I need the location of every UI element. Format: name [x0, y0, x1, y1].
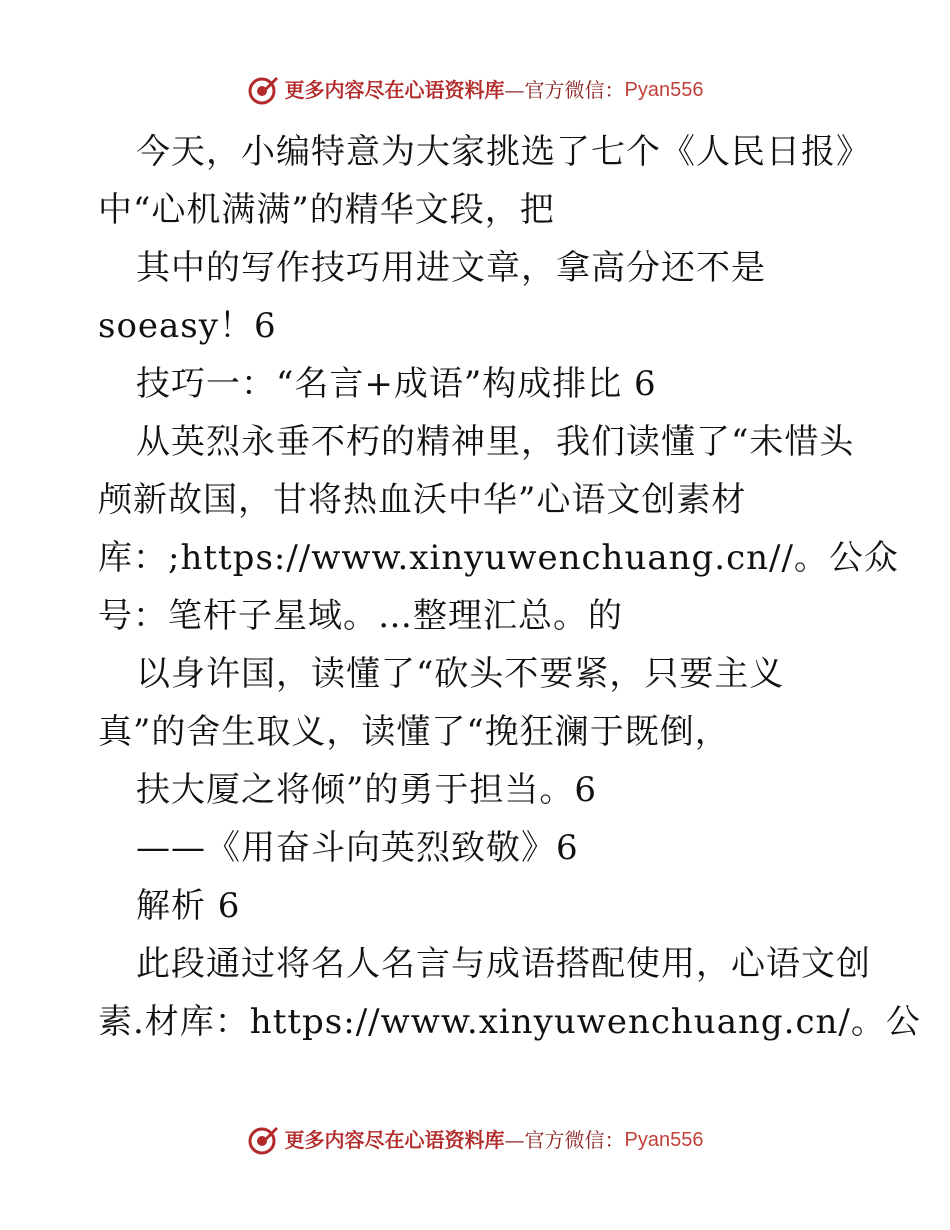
body-line: 扶大厦之将倾”的勇于担当。6 — [136, 770, 598, 810]
footer-brand-text: 更多内容尽在心语资料库 — [284, 1128, 505, 1152]
body-line: 今天，小编特意为大家挑选了七个《人民日报》 — [136, 132, 871, 172]
body-line: 真”的舍生取义，读懂了“挽狂澜于既倒， — [98, 712, 730, 752]
footer-banner — [0, 1124, 950, 1156]
section-heading: 技巧一：“名言+成语”构成排比 6 — [136, 364, 657, 404]
body-line: 此段通过将名人名言与成语搭配使用，心语文创 — [136, 944, 871, 984]
source-citation: ——《用奋斗向英烈致敬》6 — [136, 828, 579, 868]
body-line: 库：;https://www.xinyuwenchuang.cn//。公众 — [98, 538, 899, 578]
analysis-heading: 解析 6 — [136, 886, 241, 926]
body-line: 其中的写作技巧用进文章，拿高分还不是 — [136, 248, 766, 288]
body-line: 颅新故国，甘将热血沃中华”心语文创素材 — [98, 480, 747, 520]
quill-logo-icon — [247, 74, 279, 106]
body-line: 中“心机满满”的精华文段，把 — [98, 190, 555, 230]
quill-logo-icon — [247, 1124, 279, 1156]
document-body — [98, 123, 921, 1051]
body-line: 素.材库：https://www.xinyuwenchuang.cn/。公 — [98, 1002, 921, 1042]
footer-official-label: 官方微信： — [524, 1128, 625, 1152]
header-wechat-handle: Pyan556 — [624, 79, 704, 101]
footer-separator: — — [504, 1128, 525, 1152]
body-line: 从英烈永垂不朽的精神里，我们读懂了“未惜头 — [136, 422, 855, 462]
header-brand-text: 更多内容尽在心语资料库 — [284, 78, 505, 102]
body-line: 以身许国，读懂了“砍头不要紧，只要主义 — [136, 654, 785, 694]
body-line: soeasy！6 — [98, 306, 277, 346]
body-line: 号：笔杆子星域。…整理汇总。的 — [98, 596, 623, 636]
footer-wechat-handle: Pyan556 — [624, 1129, 704, 1151]
header-banner — [0, 74, 950, 106]
header-official-label: 官方微信： — [524, 78, 625, 102]
header-separator: — — [504, 78, 525, 102]
